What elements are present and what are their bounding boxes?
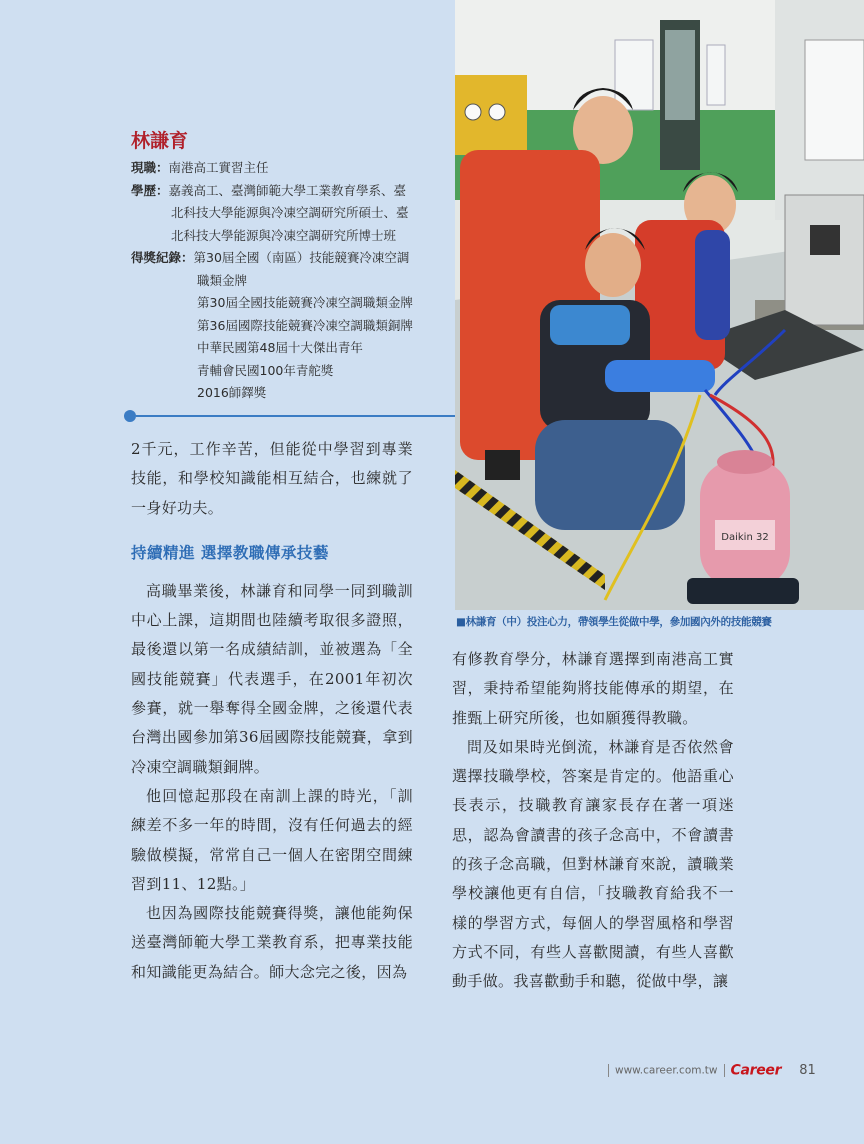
- body-paragraph: 他回憶起那段在南訓上課的時光，「訓練差不多一年的時間，沒有任何過去的經驗做模擬，常常自己一個人在密閉空間練習到11、12點。」: [131, 786, 413, 893]
- body-paragraph: 也因為國際技能競賽得獎，讓他能夠保送臺灣師範大學工業教育系，把專業技能和知識能更為結合。師大念完之後，因為: [131, 904, 413, 981]
- profile-value: 職類金牌: [197, 272, 248, 288]
- footer-url: www.career.com.tw: [615, 1064, 718, 1077]
- section-heading: 持續精進 選擇教職傳承技藝: [131, 543, 329, 562]
- page-number: 81: [799, 1063, 816, 1078]
- body-paragraph: 問及如果時光倒流，林謙育是否依然會選擇技職學校，答案是肯定的。他語重心長表示，技職教育讓家長存在著一項迷思，認為會讀書的孩子念高中，不會讀書的孩子念高職，但對林謙育來說，讀職業學校讓他更有自信，「技職教育給我不一樣的學習方式，每個人的學習風格和學習方式不同，有些人喜歡閱讀，有些人喜歡動手做。我喜歡動手和聽，從做中學，讓: [452, 737, 734, 991]
- footer-brand-logo: Career: [730, 1062, 782, 1079]
- profile-value: 青輔會民國100年青舵獎: [197, 362, 334, 378]
- cylinder-label: Daikin 32: [721, 532, 769, 543]
- footer-separator: [724, 1064, 725, 1077]
- profile-value: 北科技大學能源與冷凍空調研究所碩士、臺: [171, 205, 409, 220]
- profile-value: 南港高工實習主任: [168, 160, 269, 175]
- right-column: [452, 645, 734, 997]
- profile-value: 嘉義高工、臺灣師範大學工業教育學系、臺: [168, 182, 407, 198]
- profile-label-awards: 得獎紀錄：: [131, 250, 194, 265]
- profile-box: [131, 126, 451, 405]
- profile-value: 中華民國第48屆十大傑出青年: [197, 340, 363, 355]
- divider-dot: [124, 410, 136, 422]
- profile-name: 林謙育: [131, 130, 189, 152]
- body-paragraph: 有修教育學分，林謙育選擇到南港高工實習，秉持希望能夠將技能傳承的期望，在推甄上研究所後，也如願獲得教職。: [452, 650, 734, 727]
- profile-label-edu: 學歷：: [131, 182, 169, 198]
- profile-edu-line: [131, 180, 451, 203]
- profile-value: 第30屆全國技能競賽冷凍空調職類金牌: [197, 295, 413, 310]
- profile-value: 北科技大學能源與冷凍空調研究所博士班: [171, 227, 397, 243]
- footer-separator: [608, 1064, 609, 1077]
- profile-value: 第36屆國際技能競賽冷凍空調職類銅牌: [197, 317, 413, 333]
- divider-line: [136, 415, 455, 417]
- photo-caption: ■林謙育（中）投注心力，帶領學生從做中學，參加國內外的技能競賽: [456, 616, 772, 628]
- profile-value: 2016師鐸獎: [197, 385, 267, 400]
- profile-award-line: [131, 247, 451, 270]
- profile-value: 第30屆全國（南區）技能競賽冷凍空調: [193, 250, 410, 265]
- article-photo: [455, 0, 864, 610]
- profile-label-job: 現職：: [131, 160, 169, 175]
- left-column: [131, 435, 413, 987]
- body-paragraph: 2千元，工作辛苦，但能從中學習到專業技能，和學校知識能相互結合，也練就了一身好功夫。: [131, 440, 413, 517]
- page-footer: [602, 1060, 816, 1079]
- body-paragraph: 高職畢業後，林謙育和同學一同到職訓中心上課，這期間也陸續考取很多證照，最後還以第一名成績結訓，並被選為「全國技能競賽」代表選手，在2001年初次參賽，就一舉奪得全國金牌，之後還代表台灣出國參加第36屆國際技能競賽，拿到冷凍空調職類銅牌。: [131, 581, 413, 776]
- profile-job-line: [131, 157, 451, 180]
